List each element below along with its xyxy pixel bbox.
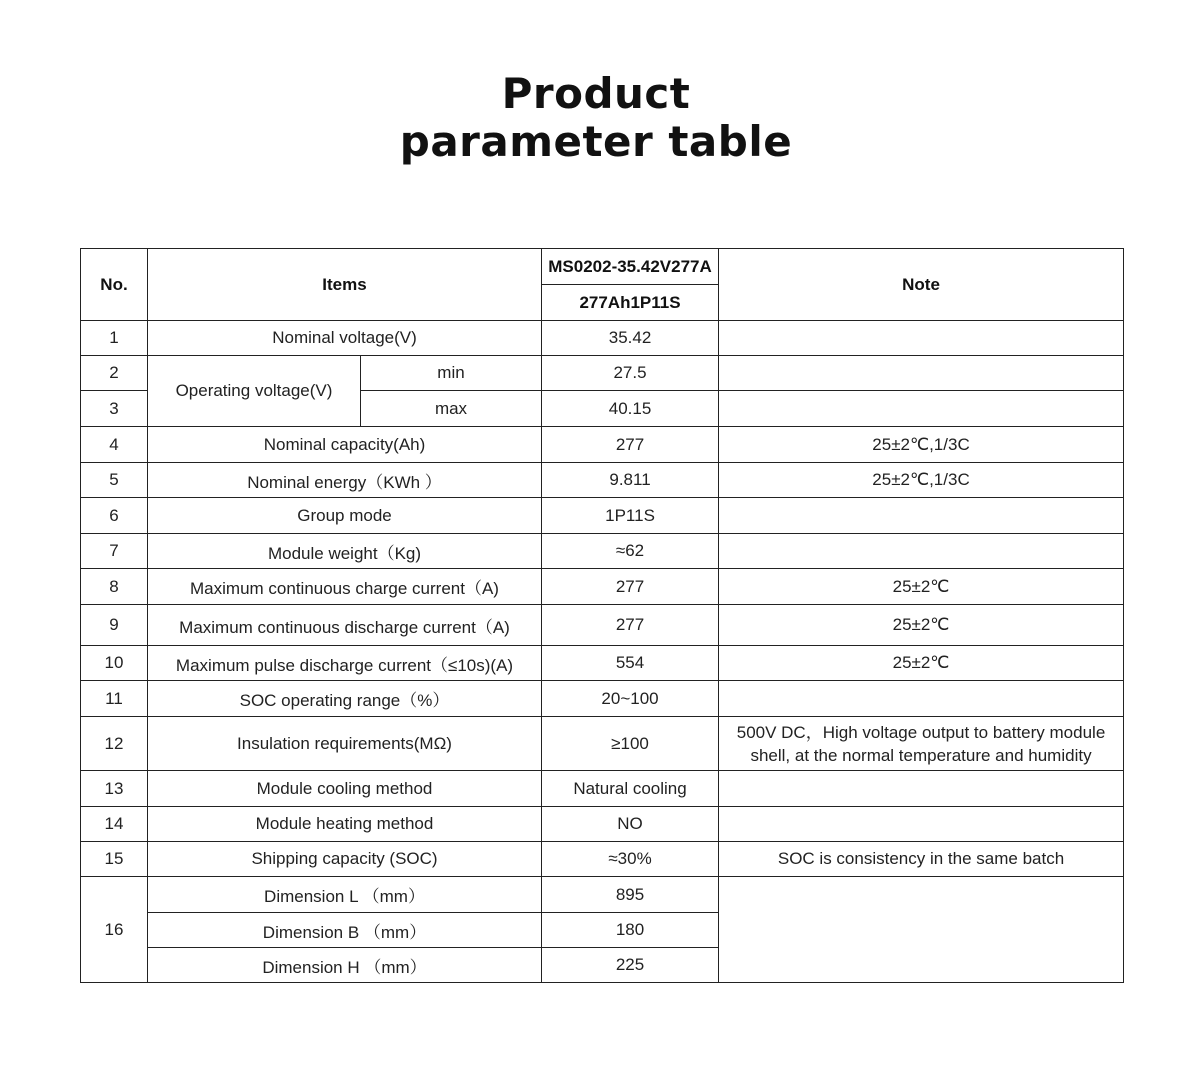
row-no: 3 — [81, 391, 148, 427]
row-item: Shipping capacity (SOC) — [148, 842, 542, 877]
row-no: 7 — [81, 534, 148, 569]
row-value: ≈62 — [542, 534, 719, 569]
table-row — [81, 877, 1124, 913]
row-item: Nominal energy（KWh ） — [148, 463, 542, 498]
header-no: No. — [81, 249, 148, 321]
header-items: Items — [148, 249, 542, 321]
row-value: 277 — [542, 605, 719, 646]
row-note — [719, 356, 1124, 391]
row-item: Module weight（Kg) — [148, 534, 542, 569]
row-sub-item: min — [361, 356, 542, 391]
table-row — [81, 498, 1124, 534]
table-row — [81, 807, 1124, 842]
table-row — [81, 646, 1124, 681]
page-title-line-1: Product — [501, 69, 691, 118]
table-row — [81, 717, 1124, 771]
row-note — [719, 534, 1124, 569]
row-item: Operating voltage(V) — [148, 356, 361, 427]
row-no: 12 — [81, 717, 148, 771]
table-header-row — [81, 249, 1124, 285]
row-note — [719, 771, 1124, 807]
row-value: 895 — [542, 877, 719, 913]
row-value: 554 — [542, 646, 719, 681]
row-no: 1 — [81, 321, 148, 356]
table-row — [81, 681, 1124, 717]
table-row — [81, 321, 1124, 356]
row-no: 16 — [81, 877, 148, 983]
row-value: 277 — [542, 569, 719, 605]
row-item: Nominal capacity(Ah) — [148, 427, 542, 463]
table-row — [81, 534, 1124, 569]
row-item: Dimension B （mm） — [148, 913, 542, 948]
row-note — [719, 681, 1124, 717]
row-value: 180 — [542, 913, 719, 948]
row-item: Module cooling method — [148, 771, 542, 807]
table-row — [81, 771, 1124, 807]
row-value: NO — [542, 807, 719, 842]
row-value: 20~100 — [542, 681, 719, 717]
row-note: 25±2℃,1/3C — [719, 463, 1124, 498]
row-item: Dimension H （mm） — [148, 948, 542, 983]
row-value: 1P11S — [542, 498, 719, 534]
row-note: 25±2℃ — [719, 646, 1124, 681]
row-note: 25±2℃,1/3C — [719, 427, 1124, 463]
header-model: MS0202-35.42V277A — [542, 249, 719, 285]
row-no: 9 — [81, 605, 148, 646]
row-note — [719, 877, 1124, 983]
row-no: 11 — [81, 681, 148, 717]
table-row — [81, 842, 1124, 877]
row-no: 4 — [81, 427, 148, 463]
row-no: 2 — [81, 356, 148, 391]
row-value: 225 — [542, 948, 719, 983]
row-item: Group mode — [148, 498, 542, 534]
table-row — [81, 569, 1124, 605]
row-note — [719, 391, 1124, 427]
row-value: ≈30% — [542, 842, 719, 877]
row-item: Module heating method — [148, 807, 542, 842]
row-note — [719, 498, 1124, 534]
row-value: ≥100 — [542, 717, 719, 771]
row-sub-item: max — [361, 391, 542, 427]
row-note: 25±2℃ — [719, 605, 1124, 646]
row-note-line-2: shell, at the normal temperature and humidity — [750, 745, 1092, 765]
row-value: 277 — [542, 427, 719, 463]
parameter-table — [80, 248, 1124, 983]
page-title-line-2: parameter table — [399, 117, 793, 166]
row-value: Natural cooling — [542, 771, 719, 807]
row-no: 5 — [81, 463, 148, 498]
row-note: 25±2℃ — [719, 569, 1124, 605]
header-note: Note — [719, 249, 1124, 321]
row-note — [719, 717, 1124, 771]
row-value: 35.42 — [542, 321, 719, 356]
row-value: 40.15 — [542, 391, 719, 427]
row-no: 13 — [81, 771, 148, 807]
row-item: SOC operating range（%） — [148, 681, 542, 717]
row-item: Nominal voltage(V) — [148, 321, 542, 356]
row-no: 10 — [81, 646, 148, 681]
row-note — [719, 321, 1124, 356]
page-title — [0, 70, 1192, 166]
row-value: 27.5 — [542, 356, 719, 391]
table-row — [81, 605, 1124, 646]
row-note-line-1: 500V DC，High voltage output to battery module — [736, 722, 1106, 742]
table-row — [81, 356, 1124, 391]
row-item: Dimension L （mm） — [148, 877, 542, 913]
row-no: 6 — [81, 498, 148, 534]
row-item: Insulation requirements(MΩ) — [148, 717, 542, 771]
row-item: Maximum pulse discharge current（≤10s)(A) — [148, 646, 542, 681]
row-no: 14 — [81, 807, 148, 842]
row-note — [719, 807, 1124, 842]
header-model-spec: 277Ah1P11S — [542, 285, 719, 321]
row-no: 8 — [81, 569, 148, 605]
row-item: Maximum continuous discharge current（A) — [148, 605, 542, 646]
row-no: 15 — [81, 842, 148, 877]
table-row — [81, 427, 1124, 463]
row-item: Maximum continuous charge current（A) — [148, 569, 542, 605]
row-value: 9.811 — [542, 463, 719, 498]
row-note: SOC is consistency in the same batch — [719, 842, 1124, 877]
table-row — [81, 463, 1124, 498]
